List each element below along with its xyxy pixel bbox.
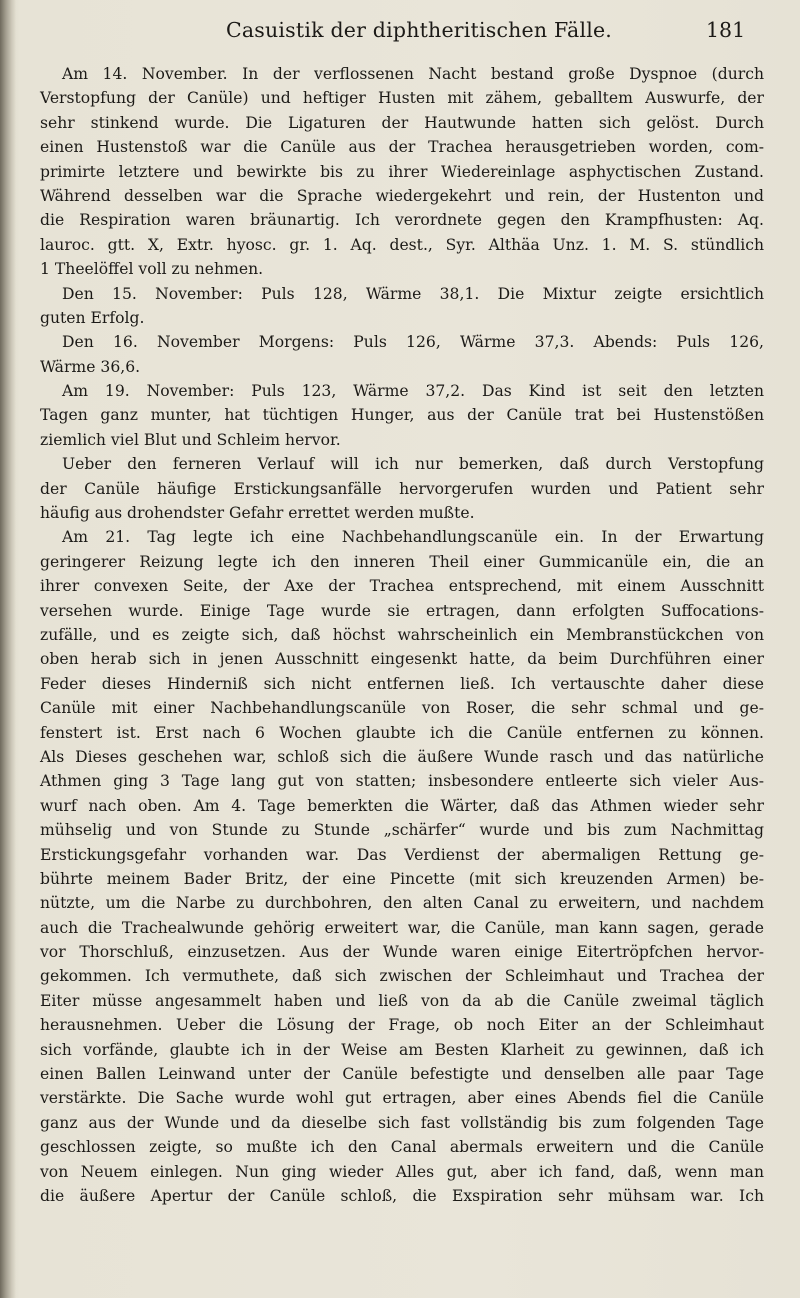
text-line: sehr stinkend wurde. Die Ligaturen der Hautwunde hatten sich gelöst. Durch — [40, 113, 764, 132]
text-line: guten Erfolg. — [40, 308, 145, 327]
text-line: Athmen ging 3 Tage lang gut von statten; insbesondere entleerte sich vieler Aus- — [40, 772, 764, 791]
text-line: Den 15. November: Puls 128, Wärme 38,1. Die Mixtur zeigte ersichtlich — [62, 284, 764, 303]
text-line: einen Hustenstoß war die Canüle aus der Trachea herausgetrieben worden, com- — [40, 138, 764, 157]
text-line: wurf nach oben. Am 4. Tage bemerkten die Wärter, daß das Athmen wieder sehr — [40, 796, 764, 815]
text-line: Feder dieses Hinderniß sich nicht entfernen ließ. Ich vertauschte daher diese — [40, 674, 764, 693]
text-line: versehen wurde. Einige Tage wurde sie ertragen, dann erfolgten Suffocations- — [40, 601, 764, 620]
text-line: Eiter müsse angesammelt haben und ließ von da ab die Canüle zweimal täglich — [40, 991, 764, 1010]
text-line: verstärkte. Die Sache wurde wohl gut ertragen, aber eines Abends fiel die Canüle — [40, 1089, 764, 1108]
text-line: Canüle mit einer Nachbehandlungscanüle von Roser, die sehr schmal und ge- — [40, 699, 764, 718]
running-title: Casuistik der diphtheritischen Fälle. — [226, 18, 613, 42]
text-line: vor Thorschluß, einzusetzen. Aus der Wunde waren einige Eitertröpfchen hervor- — [40, 943, 764, 962]
body-text — [40, 62, 764, 1208]
text-line: Ueber den ferneren Verlauf will ich nur bemerken, daß durch Verstopfung — [62, 455, 764, 474]
page-number: 181 — [706, 18, 746, 42]
text-line: mühselig und von Stunde zu Stunde „schärfer“ wurde und bis zum Nachmittag — [40, 821, 764, 840]
text-line: Tagen ganz munter, hat tüchtigen Hunger, aus der Canüle trat bei Hustenstößen — [40, 406, 764, 425]
text-line: Den 16. November Morgens: Puls 126, Wärme 37,3. Abends: Puls 126, — [62, 333, 764, 352]
text-line: herausnehmen. Ueber die Lösung der Frage, ob noch Eiter an der Schleimhaut — [40, 1016, 764, 1035]
text-line: primirte letztere und bewirkte bis zu ihrer Wiedereinlage asphyctischen Zustand. — [40, 162, 764, 181]
text-line: 1 Theelöffel voll zu nehmen. — [40, 260, 264, 279]
text-line: gekommen. Ich vermuthete, daß sich zwischen der Schleimhaut und Trachea der — [40, 967, 764, 986]
text-line: von Neuem einlegen. Nun ging wieder Alles gut, aber ich fand, daß, wenn man — [40, 1162, 764, 1181]
text-line: die Respiration waren bräunartig. Ich verordnete gegen den Krampfhusten: Aq. — [40, 211, 764, 230]
text-line: Am 14. November. In der verflossenen Nacht bestand große Dyspnoe (durch — [62, 65, 764, 83]
text-line: geringerer Reizung legte ich den inneren Theil einer Gummicanüle ein, die an — [40, 552, 764, 571]
running-header — [0, 14, 800, 50]
text-line: bührte meinem Bader Britz, der eine Pincette (mit sich kreuzenden Armen) be- — [40, 869, 764, 888]
text-line: sich vorfände, glaubte ich in der Weise am Besten Klarheit zu gewinnen, daß ich — [40, 1040, 764, 1059]
text-line: Während desselben war die Sprache wiedergekehrt und rein, der Hustenton und — [40, 186, 764, 205]
text-line: oben herab sich in jenen Ausschnitt eingesenkt hatte, da beim Durchführen einer — [40, 650, 764, 669]
text-line: zufälle, und es zeigte sich, daß höchst wahrscheinlich ein Membranstückchen von — [40, 625, 764, 644]
text-line: lauroc. gtt. X, Extr. hyosc. gr. 1. Aq. dest., Syr. Althäa Unz. 1. M. S. stündlich — [40, 235, 764, 254]
text-line: ganz aus der Wunde und da dieselbe sich fast vollständig bis zum folgenden Tage — [40, 1113, 764, 1132]
text-line: Am 19. November: Puls 123, Wärme 37,2. Das Kind ist seit den letzten — [62, 382, 764, 401]
text-line: Als Dieses geschehen war, schloß sich die äußere Wunde rasch und das natürliche — [40, 747, 764, 766]
text-line: ihrer convexen Seite, der Axe der Trachea entsprechend, mit einem Ausschnitt — [40, 577, 764, 596]
text-line: einen Ballen Leinwand unter der Canüle befestigte und denselben alle paar Tage — [40, 1065, 764, 1084]
book-binding-edge — [0, 0, 16, 1298]
text-line: Wärme 36,6. — [40, 357, 141, 376]
text-line: Verstopfung der Canüle) und heftiger Husten mit zähem, geballtem Auswurfe, der — [40, 89, 764, 108]
text-line: die äußere Apertur der Canüle schloß, die Exspiration sehr mühsam war. Ich — [40, 1186, 764, 1205]
text-line: Erstickungsgefahr vorhanden war. Das Verdienst der abermaligen Rettung ge- — [40, 845, 764, 864]
text-line: der Canüle häufige Erstickungsanfälle hervorgerufen wurden und Patient sehr — [40, 479, 764, 498]
text-line: fenstert ist. Erst nach 6 Wochen glaubte ich die Canüle entfernen zu können. — [40, 723, 764, 742]
text-line: häufig aus drohendster Gefahr errettet werden mußte. — [40, 504, 475, 523]
text-line: ziemlich viel Blut und Schleim hervor. — [40, 430, 341, 449]
text-line: geschlossen zeigte, so mußte ich den Canal abermals erweitern und die Canüle — [40, 1138, 764, 1157]
text-line: Am 21. Tag legte ich eine Nachbehandlungscanüle ein. In der Erwartung — [62, 528, 764, 547]
text-line: nützte, um die Narbe zu durchbohren, den alten Canal zu erweitern, und nachdem — [40, 894, 764, 913]
text-line: auch die Trachealwunde gehörig erweitert war, die Canüle, man kann sagen, gerade — [40, 918, 764, 937]
